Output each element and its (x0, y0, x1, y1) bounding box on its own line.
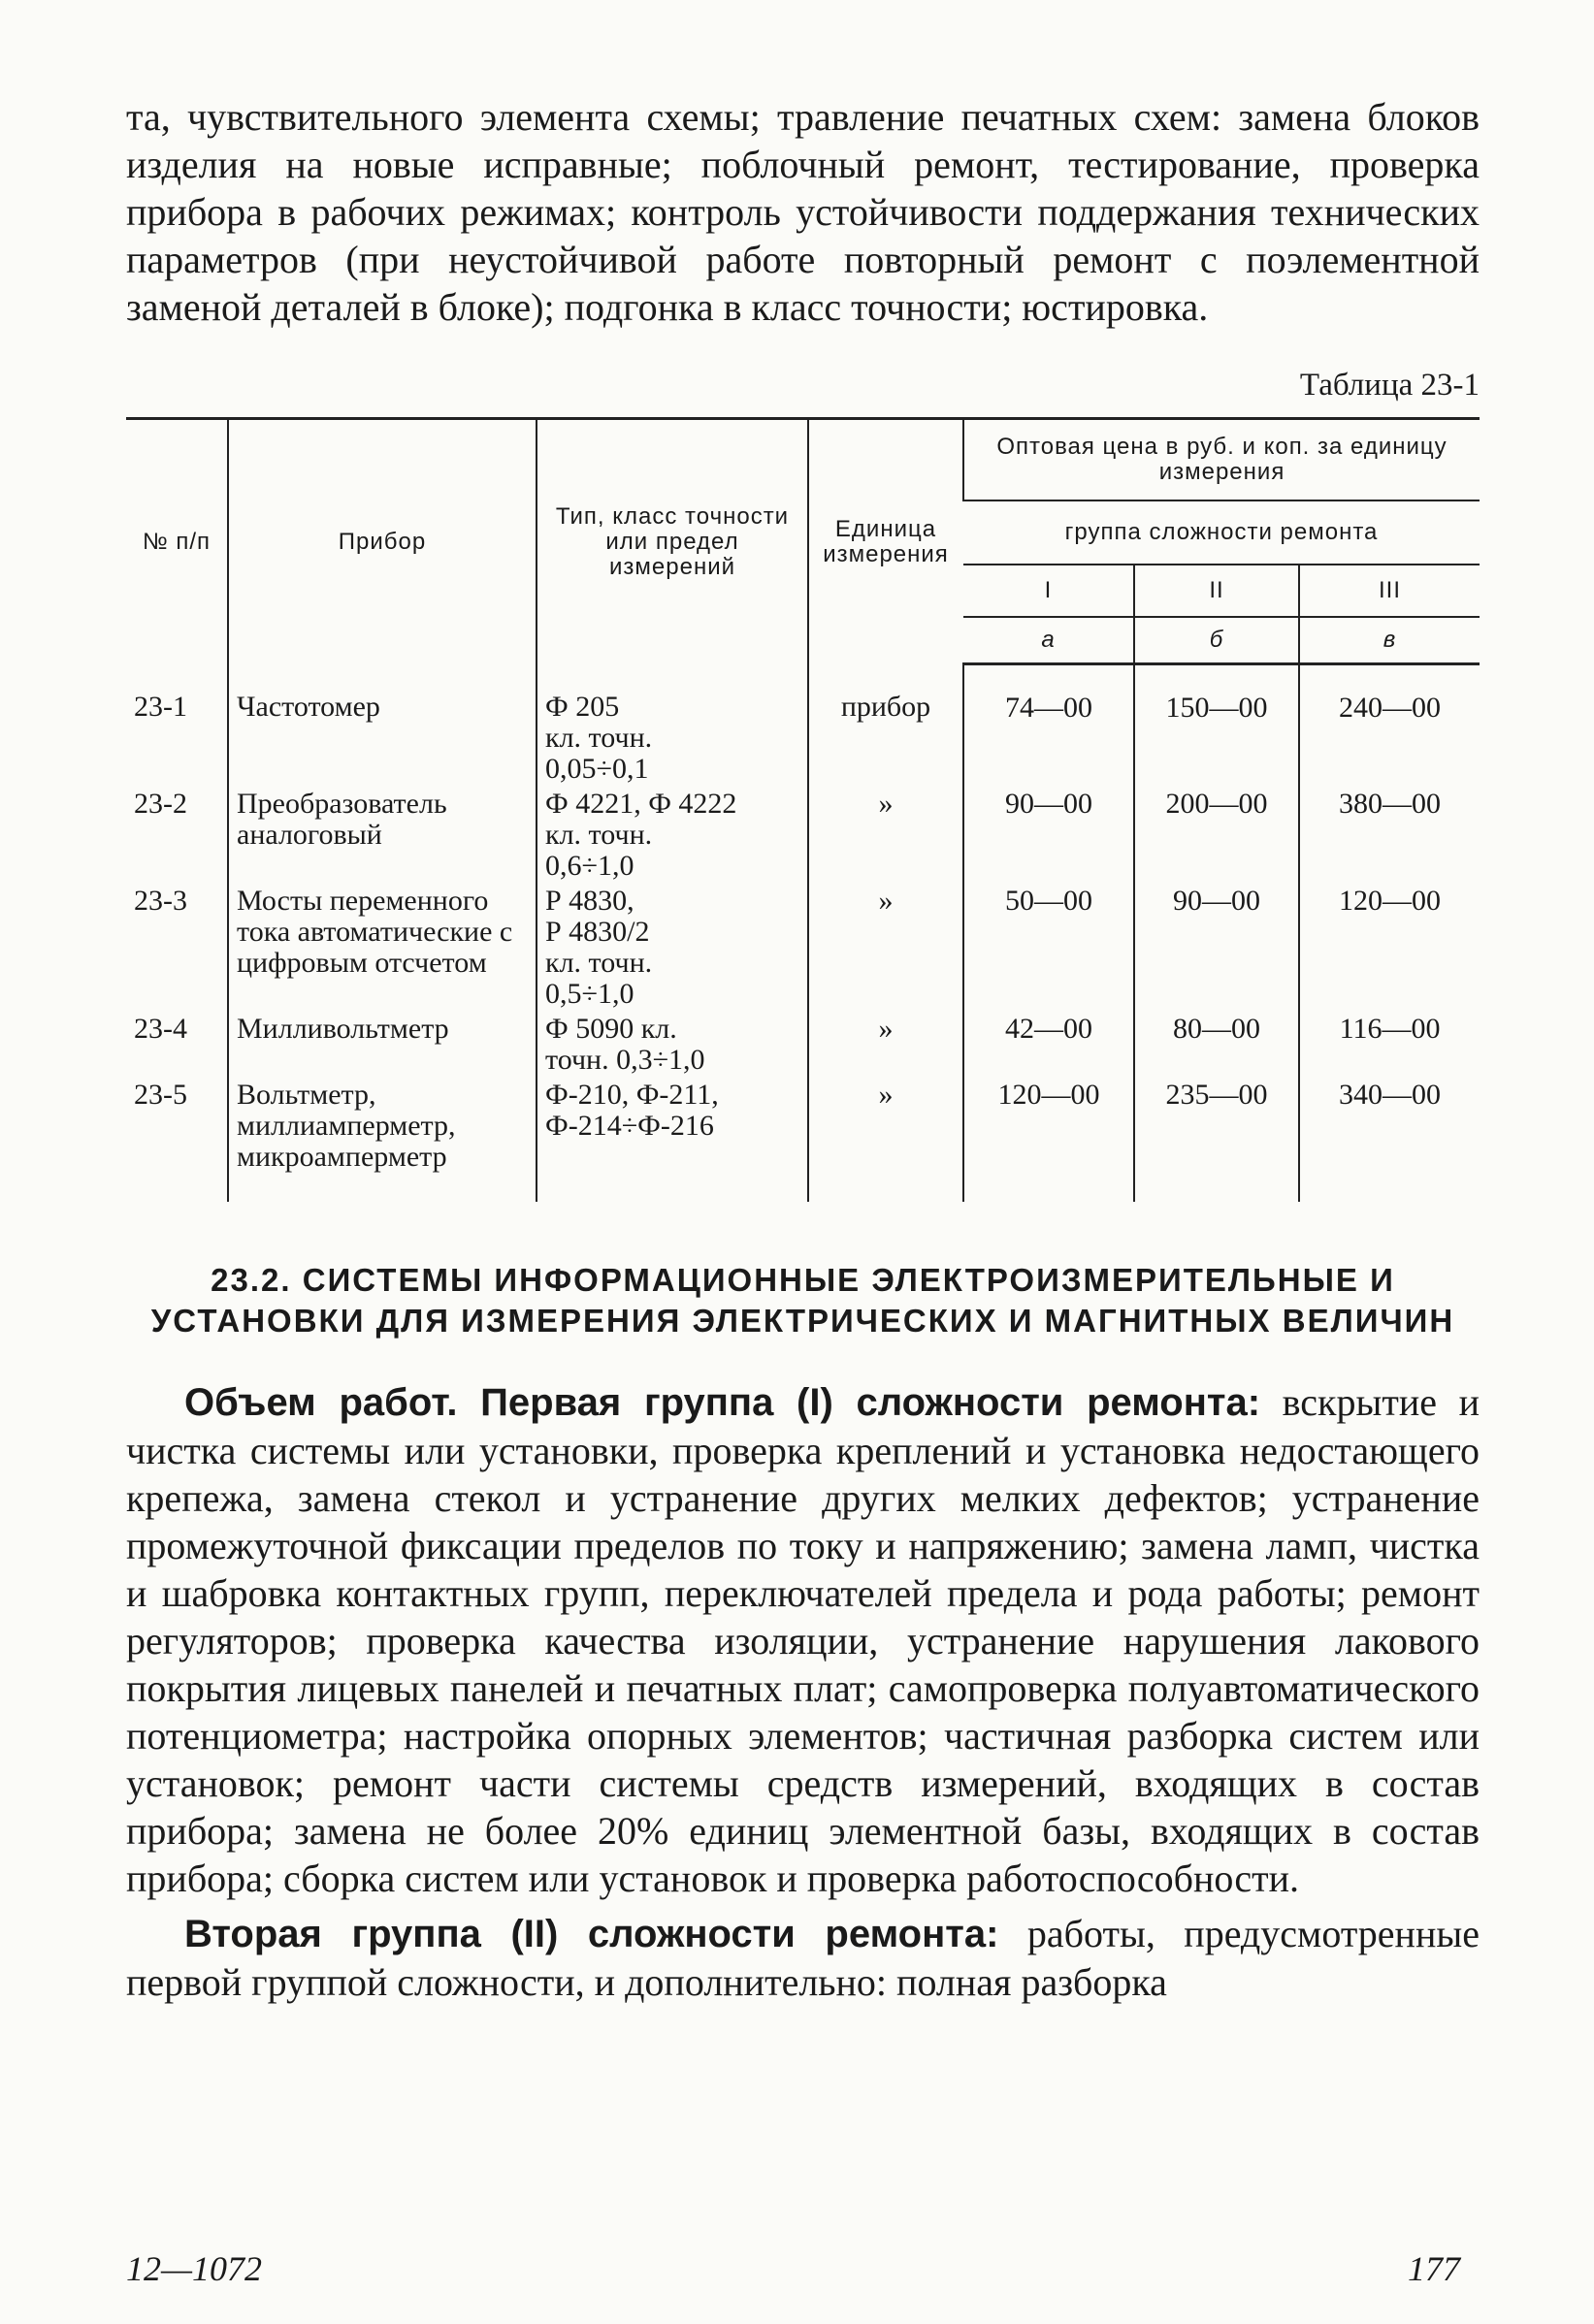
cell-unit: » (808, 1078, 963, 1202)
table-row (126, 664, 1480, 787)
cell-num: 23-4 (134, 1012, 187, 1045)
header-letter-c: в (1299, 617, 1480, 664)
cell-type: Ф 205 кл. точн. 0,05÷0,1 (537, 664, 808, 787)
cell-price-a: 120—00 (963, 1078, 1134, 1202)
header-group-1: I (963, 565, 1134, 617)
cell-price-c: 340—00 (1299, 1078, 1480, 1202)
cell-price-c: 240—00 (1299, 664, 1480, 787)
header-type: Тип, класс точности или предел измерений (537, 419, 808, 664)
paragraph-group-2 (126, 1910, 1480, 2006)
cell-type: Ф 5090 кл. точн. 0,3÷1,0 (537, 1012, 808, 1078)
header-num: № п/п (126, 419, 228, 664)
table-row (126, 1078, 1480, 1202)
table-row (126, 1012, 1480, 1078)
header-price: Оптовая цена в руб. и коп. за единицу измерения (963, 419, 1480, 501)
header-device: Прибор (228, 419, 537, 664)
cell-device: Частотомер (228, 664, 537, 787)
cell-price-a: 42—00 (963, 1012, 1134, 1078)
page (126, 93, 1480, 2006)
header-group-3: III (1299, 565, 1480, 617)
cell-type: Ф 4221, Ф 4222 кл. точн. 0,6÷1,0 (537, 787, 808, 884)
cell-price-b: 90—00 (1134, 884, 1299, 1012)
price-table (126, 417, 1480, 1202)
print-code: 12—1072 (126, 2249, 263, 2288)
cell-device: Вольтметр, миллиамперметр, микроамперметр (228, 1078, 537, 1202)
cell-unit: прибор (808, 664, 963, 787)
table-row (126, 884, 1480, 1012)
cell-price-a: 50—00 (963, 884, 1134, 1012)
header-group: группа сложности ремонта (963, 500, 1480, 565)
cell-price-b: 80—00 (1134, 1012, 1299, 1078)
header-letter-b: б (1134, 617, 1299, 664)
cell-price-a: 90—00 (963, 787, 1134, 884)
page-number: 177 (1408, 2249, 1460, 2288)
paragraph-group-1 (126, 1378, 1480, 1902)
paragraph-group-2-lead: Вторая группа (II) сложности ремонта: (184, 1912, 999, 1955)
cell-device: Мосты переменного тока автоматические с цифровым отсчетом (228, 884, 537, 1012)
intro-paragraph: та, чувствительного элемента схемы; травление печатных схем: замена блоков изделия на новые исправные; поблочный ремонт, тестирование, проверка прибора в рабочих режимах; контроль устойчивости поддержания технических параметров (при неустойчивой работе повторный ремонт с поэлементной заменой деталей в блоке); подгонка в класс точности; юстировка. (126, 95, 1480, 329)
cell-price-b: 235—00 (1134, 1078, 1299, 1202)
cell-price-c: 116—00 (1299, 1012, 1480, 1078)
cell-unit: » (808, 884, 963, 1012)
cell-num: 23-5 (134, 1078, 187, 1111)
section-heading: 23.2. СИСТЕМЫ ИНФОРМАЦИОННЫЕ ЭЛЕКТРОИЗМЕРИТЕЛЬНЫЕ И УСТАНОВКИ ДЛЯ ИЗМЕРЕНИЯ ЭЛЕКТРИЧЕСКИХ И МАГНИТНЫХ ВЕЛИЧИН (150, 1261, 1455, 1339)
table-row (126, 787, 1480, 884)
cell-type: Ф-210, Ф-211, Ф-214÷Ф-216 (537, 1078, 808, 1202)
cell-price-c: 380—00 (1299, 787, 1480, 884)
cell-price-b: 150—00 (1134, 664, 1299, 787)
cell-price-c: 120—00 (1299, 884, 1480, 1012)
cell-num: 23-2 (134, 787, 187, 820)
cell-unit: » (808, 787, 963, 884)
paragraph-group-2-text: работы, предусмотренные первой группой сложности, и дополнительно: полная разборка (126, 1911, 1480, 2004)
header-group-2: II (1134, 565, 1299, 617)
header-unit: Единица измерения (808, 419, 963, 664)
cell-num: 23-1 (134, 690, 187, 723)
cell-type: Р 4830, Р 4830/2 кл. точн. 0,5÷1,0 (537, 884, 808, 1012)
cell-device: Преобразователь аналоговый (228, 787, 537, 884)
cell-price-a: 74—00 (963, 664, 1134, 787)
table-caption: Таблица 23-1 (1299, 368, 1480, 403)
paragraph-group-1-lead: Объем работ. Первая группа (I) сложности ремонта: (184, 1380, 1261, 1424)
cell-unit: » (808, 1012, 963, 1078)
cell-price-b: 200—00 (1134, 787, 1299, 884)
cell-device: Милливольтметр (228, 1012, 537, 1078)
cell-num: 23-3 (134, 884, 187, 917)
header-letter-a: а (963, 617, 1134, 664)
paragraph-group-1-text: вскрытие и чистка системы или установки, проверка креплений и установка недостающего крепежа, замена стекол и устранение других мелких дефектов; устранение промежуточной фиксации пределов по току и напряжению; замена ламп, чистка и шабровка контактных групп, переключателей предела и рода работы; ремонт регуляторов; проверка качества изоляции, устранение нарушения лакового покрытия лицевых панелей и печатных плат; самопроверка полуавтоматического потенциометра; настройка опорных элементов; частичная разборка систем или установок; ремонт части системы средств измерений, входящих в состав прибора; замена не более 20% единиц элементной базы, входящих в состав прибора; сборка систем или установок и проверка работоспособности. (126, 1379, 1480, 1900)
